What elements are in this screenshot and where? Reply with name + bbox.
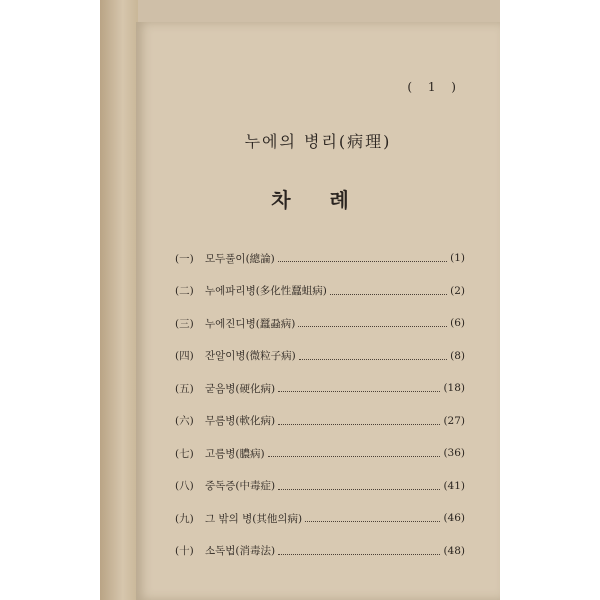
toc-entry: [175, 405, 465, 438]
toc-leader-dots: [278, 488, 440, 490]
toc-entry-label: 고름병(膿病): [205, 447, 265, 460]
toc-entry-label: 굳음병(硬化病): [205, 382, 276, 395]
toc-entry: [175, 340, 465, 373]
page-title: 누에의 병리(病理): [244, 132, 392, 151]
book-page: [136, 22, 500, 600]
toc-entry: [175, 437, 465, 470]
toc-entry-label: 누에진디병(蠶蝨病): [205, 317, 296, 330]
toc-entry-page: (18): [443, 382, 465, 395]
toc-entry-number: (二): [175, 285, 194, 298]
toc-entry: [175, 242, 465, 275]
toc-entry-number: (八): [175, 480, 194, 493]
toc-entry-page: (8): [450, 349, 465, 362]
toc-entry: [175, 307, 465, 340]
toc-leader-dots: [278, 390, 440, 392]
toc-entry-page: (48): [443, 544, 465, 557]
toc-leader-dots: [330, 293, 447, 295]
toc-leader-dots: [278, 553, 440, 555]
toc-entry-number: (五): [175, 382, 194, 395]
page-number: ( 1 ): [407, 80, 462, 94]
toc-entry-label: 잔알이병(微粒子病): [205, 350, 296, 363]
toc-leader-dots: [278, 423, 440, 425]
toc-entry-page: (2): [450, 284, 465, 297]
toc-entry-number: (四): [175, 350, 194, 363]
toc-entry: [175, 502, 465, 535]
table-of-contents: [175, 242, 465, 567]
toc-entry-page: (6): [450, 317, 465, 330]
toc-entry-page: (1): [450, 252, 465, 265]
book: [100, 0, 500, 600]
toc-entry: [175, 275, 465, 308]
toc-heading: 차 례: [271, 188, 365, 212]
toc-entry-number: (一): [175, 252, 194, 265]
toc-entry: [175, 535, 465, 568]
toc-entry-page: (27): [443, 414, 465, 427]
toc-entry-number: (三): [175, 317, 194, 330]
toc-entry-page: (41): [443, 479, 465, 492]
toc-entry-label: 모두풀이(總論): [205, 252, 275, 265]
toc-leader-dots: [299, 358, 447, 360]
toc-leader-dots: [298, 325, 447, 327]
toc-leader-dots: [305, 520, 440, 522]
toc-entry-page: (46): [443, 512, 465, 525]
toc-entry-number: (六): [175, 415, 194, 428]
toc-entry: [175, 470, 465, 503]
toc-entry-number: (九): [175, 512, 194, 525]
toc-entry-label: 그 밖의 병(其他의病): [205, 512, 303, 525]
toc-leader-dots: [268, 455, 441, 457]
toc-entry-label: 누에파리병(多化性蠶蛆病): [205, 285, 327, 298]
toc-entry-label: 중독증(中毒症): [205, 480, 276, 493]
toc-entry-number: (七): [175, 447, 194, 460]
toc-leader-dots: [278, 260, 447, 262]
book-spine: [100, 0, 138, 600]
toc-entry-number: (十): [175, 545, 194, 558]
toc-entry-label: 소독법(消毒法): [205, 545, 276, 558]
toc-entry-label: 무름병(軟化病): [205, 415, 276, 428]
toc-entry-page: (36): [443, 447, 465, 460]
toc-entry: [175, 372, 465, 405]
